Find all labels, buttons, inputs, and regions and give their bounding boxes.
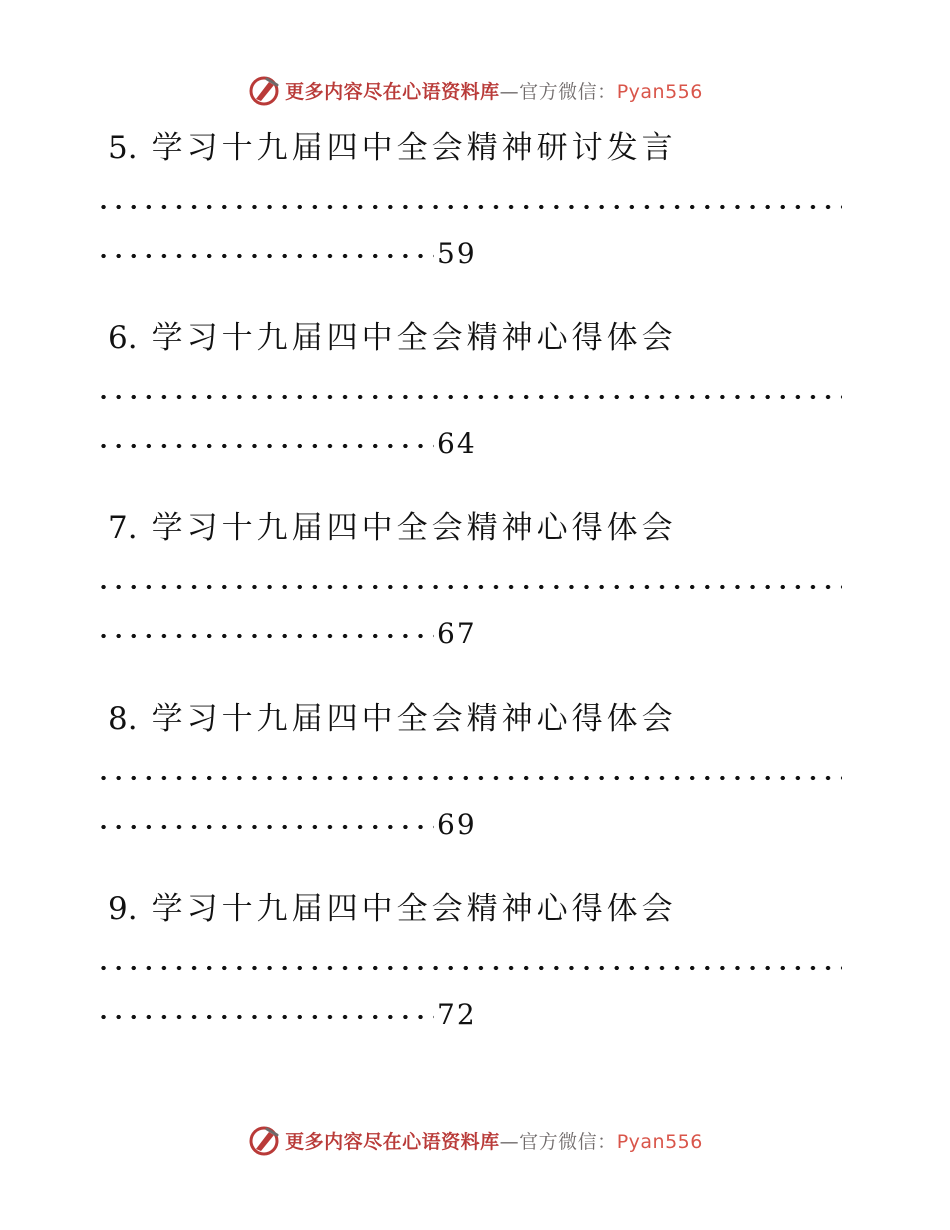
toc-entry-title-line (108, 318, 677, 358)
dot-leader (96, 390, 842, 404)
toc-entry-title: 学习十九届四中全会精神研讨发言 (151, 130, 677, 166)
banner-text-wechat: 官方微信： (519, 80, 617, 103)
footer-banner (0, 1120, 950, 1160)
dot-leader (96, 439, 434, 453)
toc-entry-page-number: 69 (437, 808, 477, 841)
toc-entry-title-line (108, 699, 677, 739)
toc-entry-title: 学习十九届四中全会精神心得体会 (151, 701, 677, 737)
banner-dash: — (499, 80, 520, 103)
toc-entry[interactable] (0, 699, 950, 889)
toc-entry[interactable] (0, 318, 950, 508)
dot-leader (96, 961, 842, 975)
toc-entry-number: 6. (108, 320, 138, 356)
banner-dash: — (499, 1130, 520, 1153)
pen-nib-circle-icon (247, 73, 281, 107)
dot-leader (96, 200, 842, 214)
dot-leader (96, 580, 842, 594)
toc-entry[interactable] (0, 508, 950, 698)
pen-nib-circle-icon (247, 1123, 281, 1157)
header-banner (0, 70, 950, 110)
toc-entry-number: 5. (108, 130, 138, 166)
banner-text-library: 更多内容尽在心语资料库 (285, 1130, 500, 1153)
toc-entry-title-line (108, 508, 677, 548)
banner-account: Pyan556 (616, 1130, 703, 1153)
toc-entry-page-number: 72 (437, 998, 477, 1031)
banner-text-library: 更多内容尽在心语资料库 (285, 80, 500, 103)
toc-entry-title: 学习十九届四中全会精神心得体会 (151, 891, 677, 927)
toc-entry-title: 学习十九届四中全会精神心得体会 (151, 320, 677, 356)
toc-entry-page-number: 59 (437, 237, 477, 270)
toc-entry-page-number: 67 (437, 617, 477, 650)
toc-entry[interactable] (0, 889, 950, 1079)
dot-leader (96, 820, 434, 834)
toc-entry-title: 学习十九届四中全会精神心得体会 (151, 510, 677, 546)
dot-leader (96, 1010, 434, 1024)
toc-entry-title-line (108, 128, 677, 168)
dot-leader (96, 249, 434, 263)
toc-entry-number: 8. (108, 701, 138, 737)
banner-text-wechat: 官方微信： (519, 1130, 617, 1153)
banner-account: Pyan556 (616, 80, 703, 103)
toc-entry-page-number: 64 (437, 427, 477, 460)
toc-entry-number: 9. (108, 891, 138, 927)
toc-entry[interactable] (0, 128, 950, 318)
toc-entry-number: 7. (108, 510, 138, 546)
dot-leader (96, 629, 434, 643)
dot-leader (96, 771, 842, 785)
toc-entry-title-line (108, 889, 677, 929)
